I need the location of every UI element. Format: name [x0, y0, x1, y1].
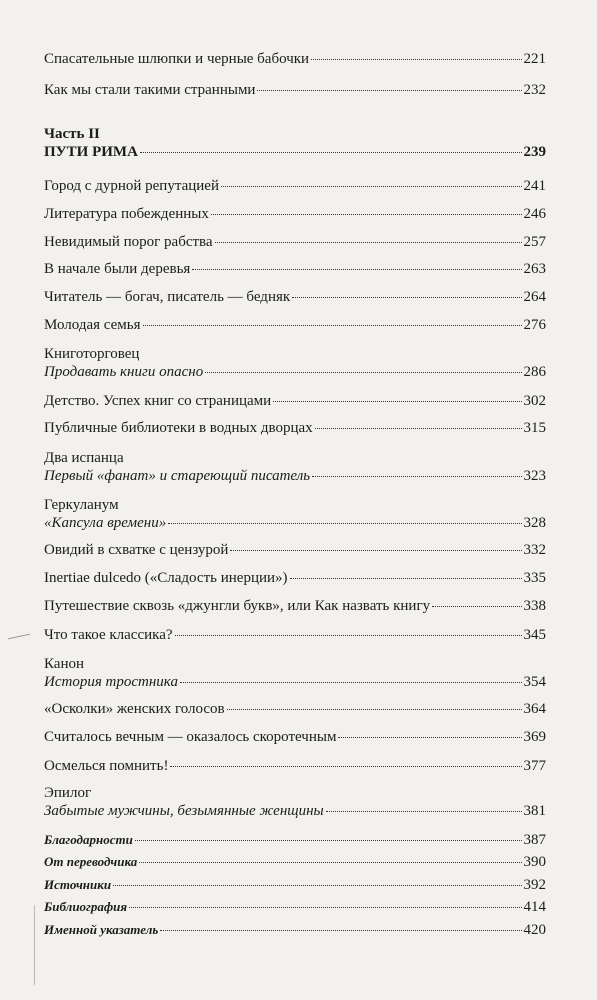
entry-subtitle: Забытые мужчины, безымянные женщины	[44, 803, 324, 819]
entry-title: Овидий в схватке с цензурой	[44, 542, 229, 558]
entry-subtitle: Первый «фанат» и стареющий писатель	[44, 468, 311, 484]
entry-subtitle: «Капсула времени»	[44, 515, 167, 531]
toc-entry-with-heading	[44, 496, 546, 532]
toc-entry	[44, 288, 546, 306]
toc-entry	[44, 233, 546, 251]
toc-entry	[44, 316, 546, 334]
entry-page: 354	[523, 674, 546, 690]
entry-title: Путешествие сквозь «джунгли букв», или Как назвать книгу	[44, 598, 431, 614]
toc-back-matter-entry	[44, 831, 546, 849]
entry-title: Inertiae dulcedo («Сладость инерции»)	[44, 570, 288, 586]
toc-entry	[44, 728, 546, 746]
entry-subtitle: История тростника	[44, 674, 178, 690]
entry-title: Публичные библиотеки в водных дворцах	[44, 420, 313, 436]
leader-dots	[143, 325, 522, 326]
entry-page: 335	[523, 570, 546, 586]
leader-dots	[257, 90, 521, 91]
entry-title: Молодая семья	[44, 317, 141, 333]
leader-dots	[180, 682, 522, 683]
entry-page: 246	[523, 206, 546, 222]
leader-dots	[326, 811, 522, 812]
toc-back-matter-entry	[44, 898, 546, 916]
entry-page: 369	[523, 729, 546, 745]
entry-title: Литература побежденных	[44, 206, 209, 222]
toc-entry	[44, 569, 546, 587]
toc-entry	[44, 757, 546, 775]
entry-title: Благодарности	[44, 832, 133, 847]
toc-entry	[44, 260, 546, 278]
entry-title: Детство. Успех книг со страницами	[44, 393, 272, 409]
toc-entry	[44, 177, 546, 195]
entry-heading: Канон	[44, 656, 85, 672]
entry-page: 263	[523, 261, 546, 277]
entry-page: 332	[523, 542, 546, 558]
toc-entry-with-heading	[44, 655, 546, 691]
entry-page: 221	[523, 51, 546, 67]
toc-entry	[44, 419, 546, 437]
entry-title: «Осколки» женских голосов	[44, 701, 225, 717]
toc-entry	[44, 597, 546, 615]
toc-entry	[44, 205, 546, 223]
toc-entry	[44, 626, 546, 644]
entry-page: 302	[523, 393, 546, 409]
leader-dots	[227, 709, 522, 710]
toc-entry	[44, 81, 546, 99]
leader-dots	[338, 737, 521, 738]
leader-dots	[175, 635, 522, 636]
entry-title: Источники	[44, 877, 112, 892]
binding-edge-line	[34, 905, 35, 985]
entry-page: 286	[523, 364, 546, 380]
leader-dots	[215, 242, 522, 243]
entry-heading: Геркуланум	[44, 497, 119, 513]
entry-title: Читатель — богач, писатель — бедняк	[44, 289, 291, 305]
pencil-mark	[8, 634, 30, 640]
entry-page: 414	[523, 899, 546, 915]
entry-title: Как мы стали такими странными	[44, 82, 256, 98]
toc-back-matter-entry	[44, 921, 546, 939]
leader-dots	[312, 476, 521, 477]
entry-subtitle: Продавать книги опасно	[44, 364, 204, 380]
leader-dots	[139, 862, 521, 863]
entry-page: 390	[523, 854, 546, 870]
entry-page: 364	[523, 701, 546, 717]
entry-page: 241	[523, 178, 546, 194]
toc-entry	[44, 700, 546, 718]
entry-page: 315	[523, 420, 546, 436]
leader-dots	[135, 840, 522, 841]
entry-page: 257	[523, 234, 546, 250]
leader-dots	[230, 550, 521, 551]
entry-page: 381	[523, 803, 546, 819]
entry-page: 276	[523, 317, 546, 333]
leader-dots	[140, 152, 522, 153]
leader-dots	[311, 59, 521, 60]
toc-entry	[44, 541, 546, 559]
leader-dots	[211, 214, 522, 215]
entry-title: В начале были деревья	[44, 261, 191, 277]
entry-page: 323	[523, 468, 546, 484]
entry-heading: Два испанца	[44, 450, 124, 466]
entry-page: 232	[523, 82, 546, 98]
entry-page: 239	[523, 144, 546, 160]
toc-back-matter-entry	[44, 853, 546, 871]
entry-title: Именной указатель	[44, 922, 159, 937]
leader-dots	[221, 186, 522, 187]
entry-title: Спасательные шлюпки и черные бабочки	[44, 51, 310, 67]
toc-entry	[44, 392, 546, 410]
leader-dots	[129, 907, 521, 908]
entry-title: От переводчика	[44, 854, 138, 869]
entry-page: 264	[523, 289, 546, 305]
leader-dots	[170, 766, 521, 767]
leader-dots	[192, 269, 521, 270]
entry-page: 345	[523, 627, 546, 643]
leader-dots	[273, 401, 521, 402]
part-label: Часть II	[44, 126, 100, 142]
entry-page: 387	[523, 832, 546, 848]
part-title: ПУТИ РИМА	[44, 144, 138, 160]
entry-title: Что такое классика?	[44, 627, 173, 643]
entry-page: 392	[523, 877, 546, 893]
entry-title: Невидимый порог рабства	[44, 234, 213, 250]
toc-entry-with-heading	[44, 784, 546, 820]
leader-dots	[292, 297, 521, 298]
entry-heading: Книготорговец	[44, 346, 140, 362]
leader-dots	[432, 606, 521, 607]
toc-entry-with-heading	[44, 449, 546, 485]
toc-entry-with-heading	[44, 345, 546, 381]
toc-back-matter-entry	[44, 876, 546, 894]
entry-page: 338	[523, 598, 546, 614]
leader-dots	[168, 523, 521, 524]
leader-dots	[315, 428, 522, 429]
toc-entry	[44, 50, 546, 68]
leader-dots	[290, 578, 522, 579]
entry-title: Город с дурной репутацией	[44, 178, 219, 194]
leader-dots	[113, 885, 521, 886]
leader-dots	[205, 372, 521, 373]
entry-page: 420	[523, 922, 546, 938]
entry-page: 328	[523, 515, 546, 531]
entry-page: 377	[523, 758, 546, 774]
entry-title: Библиография	[44, 899, 128, 914]
entry-heading: Эпилог	[44, 785, 92, 801]
leader-dots	[160, 930, 521, 931]
entry-title: Считалось вечным — оказалось скоротечным	[44, 729, 337, 745]
part-heading	[44, 125, 546, 161]
entry-title: Осмелься помнить!	[44, 758, 169, 774]
